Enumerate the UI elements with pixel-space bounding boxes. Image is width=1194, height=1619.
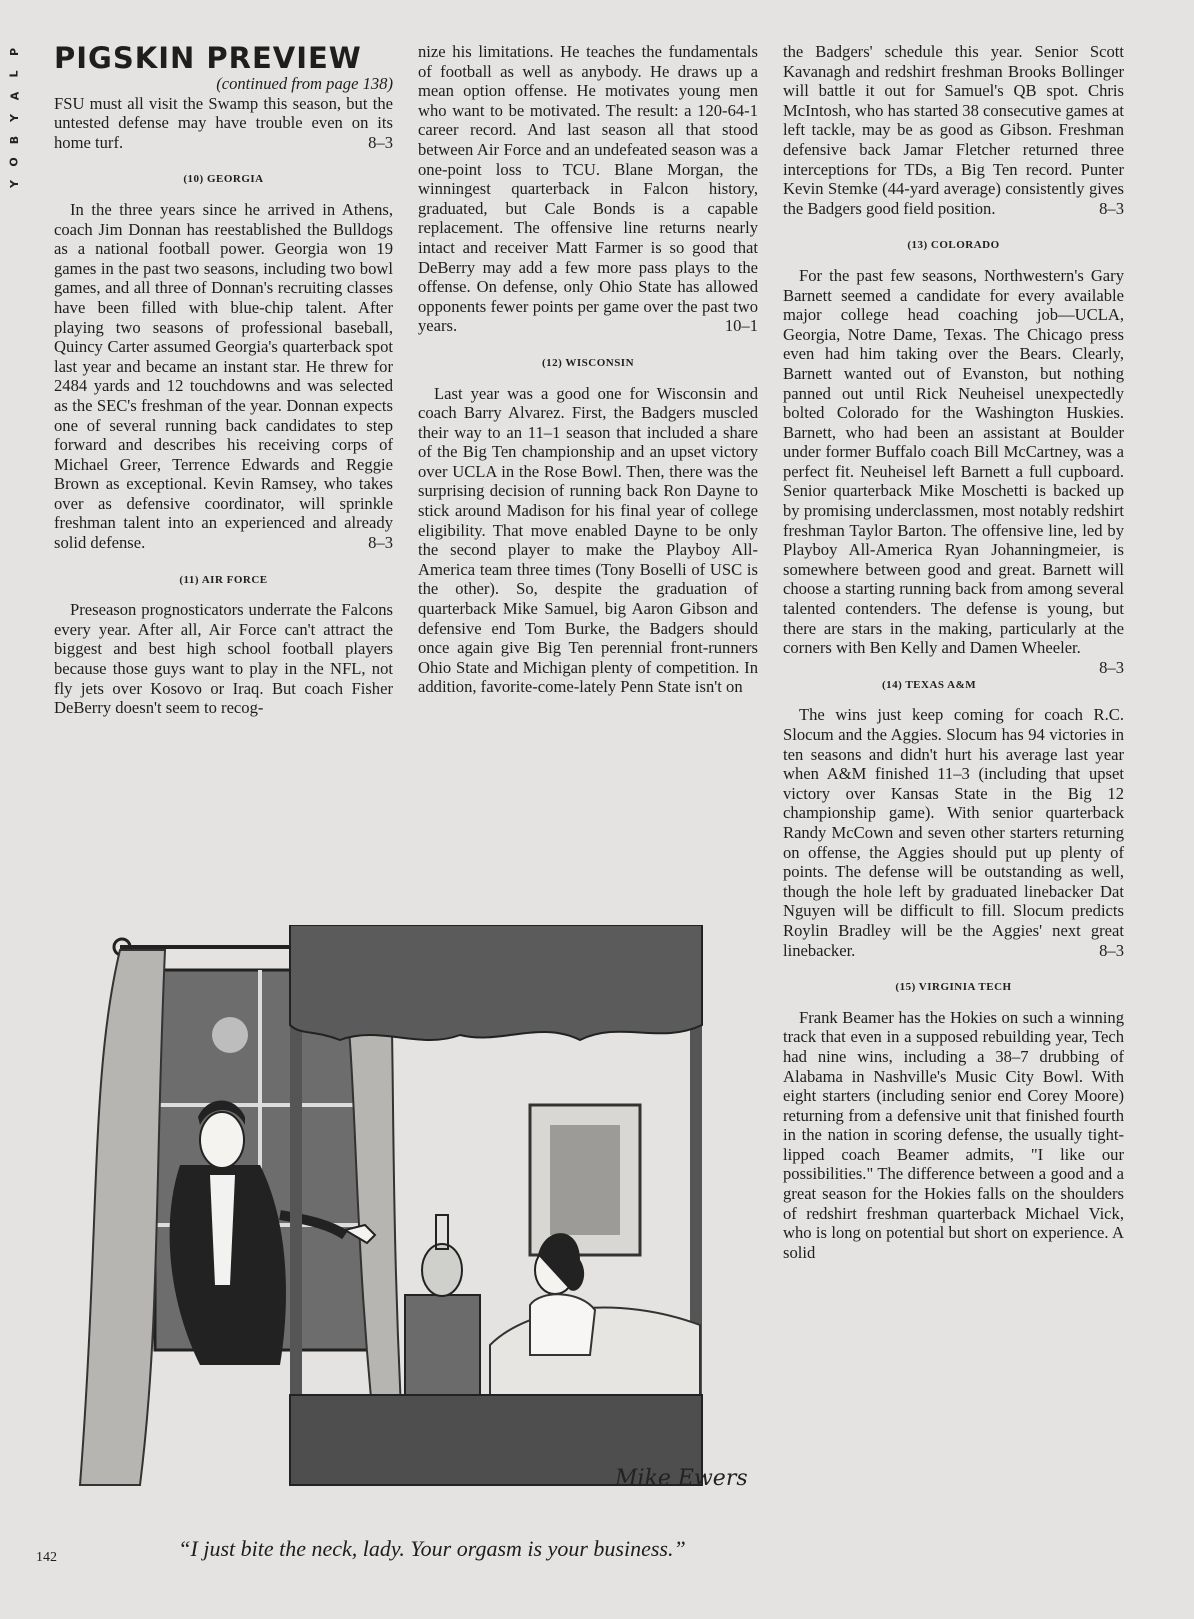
section-heading-air-force: (11) AIR FORCE	[179, 573, 268, 586]
texas-am-paragraph	[783, 705, 1124, 960]
wisconsin-paragraph-part2	[783, 42, 1124, 218]
brand-letter: B	[7, 135, 21, 145]
brand-letter: O	[7, 157, 21, 167]
colorado-paragraph	[783, 265, 1124, 677]
colorado-score: 8–3	[1099, 657, 1124, 677]
cartoon-caption: “I just bite the neck, lady. Your orgasm is your business.”	[178, 1536, 686, 1561]
column-3	[783, 42, 1124, 1262]
continued-note: (continued from page 138)	[216, 74, 393, 93]
air-force-score: 10–1	[724, 316, 758, 336]
section-heading-virginia-tech: (15) VIRGINIA TECH	[895, 981, 1012, 994]
cartoon-illustration	[60, 925, 760, 1520]
brand-letter: A	[7, 91, 21, 101]
headline: PIGSKIN PREVIEW	[54, 41, 362, 75]
intro-paragraph	[54, 94, 393, 153]
section-heading-colorado: (13) COLORADO	[907, 239, 1000, 252]
wisconsin-score: 8–3	[1099, 198, 1124, 218]
virginia-tech-paragraph: Frank Beamer has the Hokies on such a winning track that even in a supposed rebuilding year, Tech had nine wins, including a 38–7 drubbing of Alabama in Nashville's Music City Bowl. With eight starters (including senior end Corey Moore) returning from a defensive unit that finished fourth in the nation in scoring defense, the usually tight-lipped coach Beamer admits, "I like our possibilities." The difference between a good and a great season for the Hokies falls on the shoulders of redshirt freshman quarterback Michael Vick, who is long on potential but short on experience. A solid	[783, 1007, 1124, 1262]
georgia-paragraph	[54, 200, 393, 553]
brand-letter: P	[8, 47, 21, 57]
section-heading-georgia: (10) GEORGIA	[183, 173, 264, 186]
bed-canopy	[290, 925, 702, 1040]
intro-text: FSU must all visit the Swamp this season, but the untested defense may have trouble even on its home turf.	[54, 93, 393, 152]
column-1	[54, 42, 393, 718]
moon-icon	[212, 1017, 248, 1053]
air-force-paragraph-part2	[418, 42, 758, 336]
column-2	[418, 42, 758, 697]
air-force-paragraph-part1: Preseason prognosticators underrate the Falcons every year. After all, Air Force can't attract the biggest and best high school football players because those guys want to play in the NFL, not fly jets over Kosovo or Iraq. But coach Fisher DeBerry doesn't seem to recog-	[54, 600, 393, 718]
wisconsin-paragraph-part1: Last year was a good one for Wisconsin and coach Barry Alvarez. First, the Badgers muscled their way to an 11–1 season that included a share of the Big Ten championship and an upset victory over UCLA in the Rose Bowl. Then, there was the surprising decision of running back Ron Dayne to stick around Madison for his final year of college eligibility. That move enabled Dayne to be only the second player to make the Playboy All-America team three times (Tony Boselli of USC is the other). So, despite the graduation of quarterback Mike Samuel, big Aaron Gibson and defensive end Tom Burke, the Badgers should once again give Big Ten perennial front-runners Ohio State and Michigan plenty of competition. In addition, favorite-come-lately Penn State isn't on	[418, 383, 758, 697]
intro-score: 8–3	[368, 132, 393, 152]
section-heading-wisconsin: (12) WISCONSIN	[541, 356, 635, 369]
georgia-text: In the three years since he arrived in Athens, coach Jim Donnan has reestablished the Bulldogs as a national football power. Georgia won 19 games in the past two seasons, including two bowl games, and all three of Donnan's recruiting classes have been filled with blue-chip talent. After playing two seasons of professional baseball, Quincy Carter assumed Georgia's quarterback spot last year and became an instant star. He threw for 2484 yards and 12 touchdowns and was selected as the SEC's freshman of the year. Donnan expects one of several running back candidates to step forward and describes his receiving corps of Michael Greer, Terrence Edwards and Reggie Brown as exceptional. Kevin Ramsey, who takes over as defensive coordinator, will sprinkle freshman talent into an experienced and already solid defense.	[54, 199, 393, 553]
brand-letter: L	[7, 70, 21, 78]
air-force-text: nize his limitations. He teaches the fundamentals of football as well as anybody. He draws up a mean option offense. He motivates young men who want to be motivated. The result: a 120-64-1 career record. And last season all that stood between Air Force and an undefeated season was a one-point loss to TCU. Blane Morgan, the winningest quarterback in Falcon history, graduated, but Cale Bonds is a capable replacement. The offensive line returns nearly intact and receiver Matt Farmer is so good that DeBerry may add a few more pass plays to the offense. On defense, only Ohio State has allowed opponents fewer points per game over the past two years.	[418, 42, 758, 336]
texas-am-text: The wins just keep coming for coach R.C. Slocum and the Aggies. Slocum has 94 victories in ten seasons and didn't hurt his average last year when A&M finished 11–3 (including that upset victory over Kansas State in the Big 12 championship game). With senior quarterback Randy McCown and seven other starters returning on offense, the Aggies should put up plenty of points. The defense will be outstanding as well, though the hole left by graduated linebacker Dat Nguyen will be difficult to fill. Slocum predicts Roylin Bradley will be the Aggies' next great linebacker.	[783, 705, 1124, 960]
brand-letter: Y	[8, 114, 21, 122]
artist-signature: Mike Ewers	[615, 1466, 748, 1491]
texas-am-score: 8–3	[1099, 940, 1124, 960]
playboy-side-brand	[6, 44, 24, 192]
oil-lamp	[422, 1244, 462, 1296]
georgia-score: 8–3	[368, 533, 393, 553]
section-heading-texas-am: (14) TEXAS A&M	[881, 678, 977, 691]
colorado-text: For the past few seasons, Northwestern's Gary Barnett seemed a candidate for every available major college head coaching job—UCLA, Georgia, Notre Dame, Texas. The Chicago press even had him taking over the Bears. Clearly, Barnett wanted out of Evanston, but nothing panned out until Rick Neuheisel unexpectedly bolted Colorado for the Washington Huskies. Barnett, who had been an assistant at Boulder under former Buffalo coach Bill McCartney, was a perfect fit. Neuheisel left Barnett a full cupboard. Senior quarterback Mike Moschetti is backed up by promising underclassmen, most notably redshirt freshman Taylor Barton. The offensive line, led by Playboy All-America Ryan Johanningmeier, is somewhere between good and great. Barnett will choose a starting running back from among several talented contenders. The defense is young, but there are stars in the making, particularly at the corners with Ben Kelly and Damen Wheeler.	[783, 265, 1124, 658]
brand-letter: Y	[8, 180, 21, 188]
wisconsin-text: the Badgers' schedule this year. Senior Scott Kavanagh and redshirt freshman Brooks Bollinger will battle it out for Samuel's QB spot. Chris McIntosh, who has started 38 consecutive games at left tackle, may be as good as Gibson. Freshman defensive back Jamar Fletcher returned three interceptions for TDs, a Big Ten record. Punter Kevin Stemke (44-yard average) consistently gives the Badgers good field position.	[783, 42, 1125, 218]
page-number: 142	[36, 1550, 57, 1565]
